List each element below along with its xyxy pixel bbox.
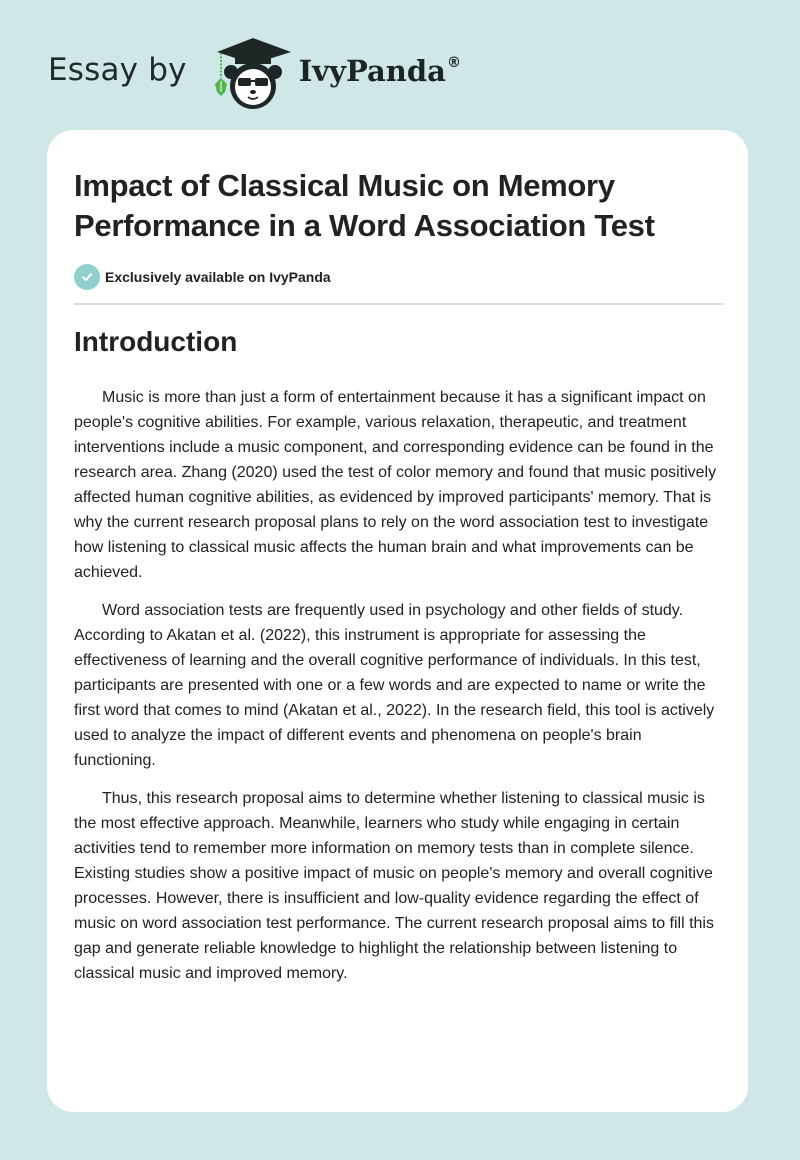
brand-name[interactable] [299, 54, 461, 88]
exclusive-badge [74, 264, 331, 290]
paragraph: Word association tests are frequently used in psychology and other fields of study. According to Akatan et al. (2022), this instrument is appropriate for assessing the effectiveness of learning and the overall cognitive performance of individuals. In this test, participants are presented with one or a few words and are expected to name or write the first word that comes to mind (Akatan et al., 2022). In the research field, this tool is actively used to analyze the impact of different events and phenomena on people's brain functioning. [74, 602, 715, 769]
essay-card [47, 130, 748, 1112]
paragraph: Music is more than just a form of entertainment because it has a significant impact on people's cognitive abilities. For example, various relaxation, therapeutic, and treatment interventions include a music component, and corresponding evidence can be found in the research area. Zhang (2020) used the test of color memory and found that music positively affected human cognitive abilities, as evidenced by improved participants' memory. That is why the current research proposal plans to rely on the word association test to investigate how listening to classical music affects the human brain and what improvements can be achieved. [74, 389, 717, 581]
site-header [48, 34, 461, 110]
essay-title: Impact of Classical Music on Memory Performance in a Word Association Test [74, 168, 655, 243]
section-heading-introduction: Introduction [74, 326, 238, 357]
ivypanda-logo-icon[interactable] [207, 34, 293, 110]
section-body [74, 385, 726, 999]
essay-by-label: Essay by [48, 52, 187, 88]
registered-mark: ® [446, 55, 461, 71]
exclusive-label: Exclusively available on IvyPanda [105, 269, 331, 285]
paragraph: Thus, this research proposal aims to determine whether listening to classical music is the most effective approach. Meanwhile, learners who study while engaging in certain activities tend to remember more information on memory tests than in complete silence. Existing studies show a positive impact of music on people's memory and overall cognitive processes. However, there is insufficient and low-quality evidence regarding the effect of music on word association test performance. The current research proposal aims to fill this gap and generate reliable knowledge to highlight the relationship between listening to classical music and improved memory. [74, 790, 714, 982]
check-circle-icon [74, 264, 100, 290]
divider [74, 303, 723, 305]
brand-text: IvyPanda [298, 54, 446, 88]
